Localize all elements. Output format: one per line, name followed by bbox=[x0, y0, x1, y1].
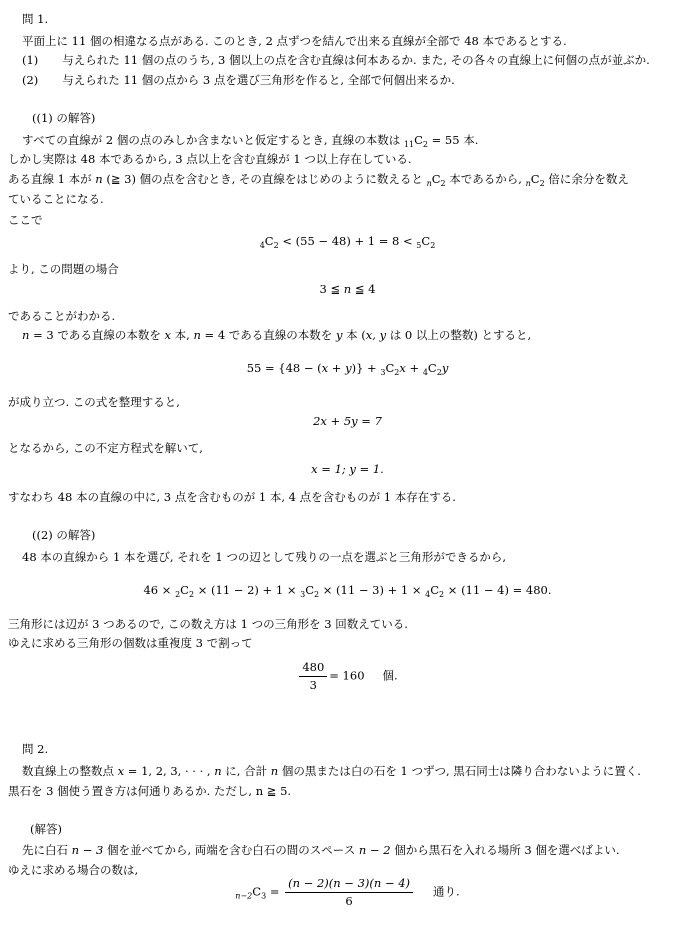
question1-text: 与えられた 11 個の点のうち, 3 個以上の点を含む直線は何本あるか. また, その各々の直線上に何個の点が並ぶか. bbox=[62, 53, 650, 67]
equation-6: $46 \times _2C_2 \times (11 - 2) + 1 \times _3C_2 \times (11 - 3) + 1 \times _4C_2 \times (11 - 4) = 480$. bbox=[143, 583, 552, 599]
fraction-combination: $\frac{(n - 2)(n - 3)(n - 4)}{6}$ bbox=[285, 876, 413, 909]
solution2-line3: ゆえに求める三角形の個数は重複度 3 で割って bbox=[8, 636, 253, 650]
problem2-line1: 数直線上の整数点 x = 1, 2, 3, · · · , n に, 合計 n 個の黒または白の石を 1 つずつ, 黒石同士は隣り合わないように置く. bbox=[22, 764, 641, 778]
equation-8: $_{n-2}C_3$ = $\frac{(n - 2)(n - 3)(n - 4)}{6}$ 通り. bbox=[235, 876, 460, 908]
solution1-line6: より, この問題の場合 bbox=[8, 262, 119, 276]
solution1-line1: すべての直線が 2 個の点のみしか含まないと仮定するとき, 直線の本数は $_{11}C_2 = 55$ 本. bbox=[22, 133, 479, 149]
question1-number: (1) bbox=[22, 53, 39, 67]
equation-2: 3 ≦ n ≦ 4 bbox=[319, 282, 376, 296]
solution1-conclusion: すなわち 48 本の直線の中に, 3 点を含むものが 1 本, 4 点を含むものが 1 本存在する. bbox=[8, 490, 456, 504]
solution1-heading: ((1) の解答) bbox=[32, 111, 96, 125]
solution1-line5: ここで bbox=[8, 213, 43, 227]
solution1-line8: n = 3 である直線の本数を x 本, n = 4 である直線の本数を y 本 (x, y は 0 以上の整数) とすると, bbox=[22, 328, 532, 342]
equation-3: $55 = \{48 - (x + y)\} + _3C_2x + _4C_2y$ bbox=[246, 361, 449, 377]
equation-5: x = 1; y = 1. bbox=[311, 462, 384, 476]
solution3-heading: (解答) bbox=[30, 822, 62, 836]
problem2-line2: 黒石を 3 個使う置き方は何通りあるか. ただし, n ≧ 5. bbox=[8, 784, 292, 798]
solution3-line2: ゆえに求める場合の数は, bbox=[8, 863, 139, 877]
solution1-line3: ある直線 1 本が n (≧ 3) 個の点を含むとき, その直線をはじめのように数えると $_nC_2$ 本であるから, $_nC_2$ 倍に余分を数え bbox=[8, 172, 629, 188]
question1 bbox=[22, 53, 650, 68]
question2-text: 与えられた 11 個の点から 3 点を選び三角形を作ると, 全部で何個出来るか. bbox=[62, 73, 455, 87]
problem1-intro: 平面上に 11 個の相違なる点がある. このとき, 2 点ずつを結んで出来る直線が全部で 48 本であるとする. bbox=[22, 34, 567, 48]
solution1-line4: ていることになる. bbox=[8, 192, 104, 206]
equation-4: 2x + 5y = 7 bbox=[313, 414, 382, 428]
solution2-line1: 48 本の直線から 1 本を選び, それを 1 つの辺として残りの一点を選ぶと三角形ができるから, bbox=[22, 550, 507, 564]
solution3-line1: 先に白石 n − 3 個を並べてから, 両端を含む白石の間のスペース n − 2 個から黒石を入れる場所 3 個を選べばよい. bbox=[22, 843, 620, 857]
question2 bbox=[22, 73, 455, 88]
solution1-line2: しかし実際は 48 本であるから, 3 点以上を含む直線が 1 つ以上存在している. bbox=[8, 152, 412, 166]
equation-1: $_4C_2 < (55 - 48) + 1 = 8 < _5C_2$ bbox=[259, 234, 436, 250]
equation-7: $\frac{480}{3}$ = 160 個. bbox=[0, 660, 695, 693]
problem2-heading: 問 2. bbox=[22, 742, 49, 756]
solution1-line7: であることがわかる. bbox=[8, 309, 116, 323]
solution1-line9: が成り立つ. この式を整理すると, bbox=[8, 395, 180, 409]
solution2-heading: ((2) の解答) bbox=[32, 528, 96, 542]
problem1-heading: 問 1. bbox=[22, 12, 49, 26]
solution2-line2: 三角形には辺が 3 つあるので, この数え方は 1 つの三角形を 3 回数えている. bbox=[8, 617, 408, 631]
solution1-line10: となるから, この不定方程式を解いて, bbox=[8, 441, 203, 455]
question2-number: (2) bbox=[22, 73, 39, 87]
fraction-480-over-3: $\frac{480}{3}$ bbox=[299, 660, 327, 693]
